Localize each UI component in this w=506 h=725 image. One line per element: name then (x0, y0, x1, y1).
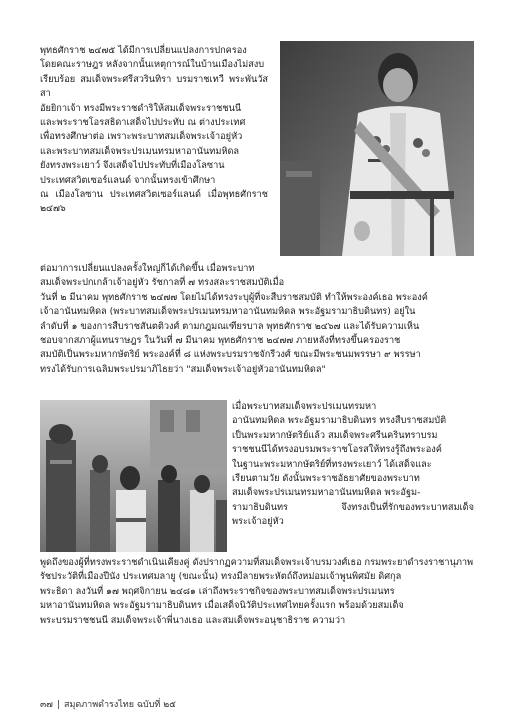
page-footer (40, 697, 176, 711)
publication-title: สมุดภาพดำรงไทย ฉบับที่ ๒๕ (63, 700, 176, 710)
paragraph-letter: พูดถึงของผู้ที่ทรงพระราชดำเนินเคียงคู่ ดังปรากฏความที่สมเด็จพระเจ้าบรมวงศ์เธอ กรมพระยาดำรงราชานุภาพ รัชประวัติที่เมืองปีนัง ประเทศมลายู (ขณะนั้น) ทรงมีลายพระหัตถ์ถึงหม่อมเจ้าพูนพิศมัย ดิศกุล พระธิดา ลงวันที่ ๑๗ พฤศจิกายน ๒๔๘๑ เล่าถึงพระราชกิจของพระบาทสมเด็จพระปรเมนทร มหาอานันทมหิดล พระอัฐมรามาธิบดินทร เมื่อเสด็จนิวัติประเทศไทยครั้งแรก พร้อมด้วยสมเด็จ พระบรมราชชนนี สมเด็จพระเจ้าพี่นางเธอ และสมเด็จพระอนุชาธิราช ความว่า (40, 557, 474, 626)
king-portrait-photo (280, 41, 474, 256)
page-number: ๓๗ (40, 700, 53, 710)
paragraph-succession: ต่อมาการเปลี่ยนแปลงครั้งใหญ่ก็ได้เกิดขึ้น เมื่อพระบาท สมเด็จพระปกเกล้าเจ้าอยู่หัว รัชกาลที่ ๗ ทรงสละราชสมบัติเมื่อ วันที่ ๒ มีนาคม พุทธศักราช ๒๔๗๗ โดยไม่ได้ทรงระบุผู้ที่จะสืบราชสมบัติ ทำให้พระองค์เธอ พระองค์ เจ้าอานันทมหิดล (พระบาทสมเด็จพระปรเมนทรมหาอานันทมหิดล พระอัฐมรามาธิบดินทร) อยู่ใน ลำดับที่ ๑ ของการสืบราชสันตติวงศ์ ตามกฎมณเฑียรบาล พุทธศักราช ๒๔๖๗ และได้รับความเห็น ชอบจากสภาผู้แทนราษฎร ในวันที่ ๗ มีนาคม พุทธศักราช ๒๔๗๗ ภายหลังที่ทรงขึ้นครองราช สมบัติเป็นพระมหากษัตริย์ พระองค์ที่ ๘ แห่งพระบรมราชจักรีวงศ์ ขณะมีพระชนมพรรษา ๙ พรรษา ทรงได้รับการเฉลิมพระปรมาภิไธยว่า "สมเด็จพระเจ้าอยู่หัวอานันทมหิดล" (40, 263, 428, 375)
footer-separator: | (56, 700, 60, 710)
procession-photo (40, 400, 227, 552)
paragraph-upbringing: เมื่อพระบาทสมเด็จพระปรเมนทรมหา อานันทมหิดล พระอัฐมรามาธิบดินทร ทรงสืบราชสมบัติ เป็นพระมหากษัตริย์แล้ว สมเด็จพระศรีนครินทราบรม ราชชนนีได้ทรงอบรมพระราชโอรสให้ทรงรู้ถึงพระองค์ ในฐานะพระมหากษัตริย์ที่ทรงพระเยาว์ ได้เสด็จและ เรียนตามวัย ดังนั้นพระราชอัธยาศัยของพระบาท สมเด็จพระปรเมนทรมหาอานันทมหิดล พระอัฐม- รามาธิบดินทร จึงทรงเป็นที่รักของพระบาทสมเด็จพระเจ้าอยู่หัว (232, 401, 474, 528)
paragraph-intro: พุทธศักราช ๒๔๗๕ ได้มีการเปลี่ยนแปลงการปกครอง โดยคณะราษฎร หลังจากนั้นเหตุการณ์ในบ้านเมืองไม่สงบ เรียบร้อย สมเด็จพระศรีสวรินทิรา บรมราชเทวี พระพันวัสสา อัยยิกาเจ้า ทรงมีพระราชดำริให้สมเด็จพระราชชนนี และพระราชโอรสธิดาเสด็จไปประทับ ณ ต่างประเทศ เพื่อทรงศึกษาต่อ เพราะพระบาทสมเด็จพระเจ้าอยู่หัว และพระบาทสมเด็จพระปรเมนทรมหาอานันทมหิดล ยังทรงพระเยาว์ จึงเสด็จไปประทับที่เมืองโลซาน ประเทศสวิตเซอร์แลนด์ จากนั้นทรงเข้าศึกษา ณ เมืองโลซาน ประเทศสวิตเซอร์แลนด์ เมื่อพุทธศักราช ๒๔๗๖ (40, 45, 268, 215)
